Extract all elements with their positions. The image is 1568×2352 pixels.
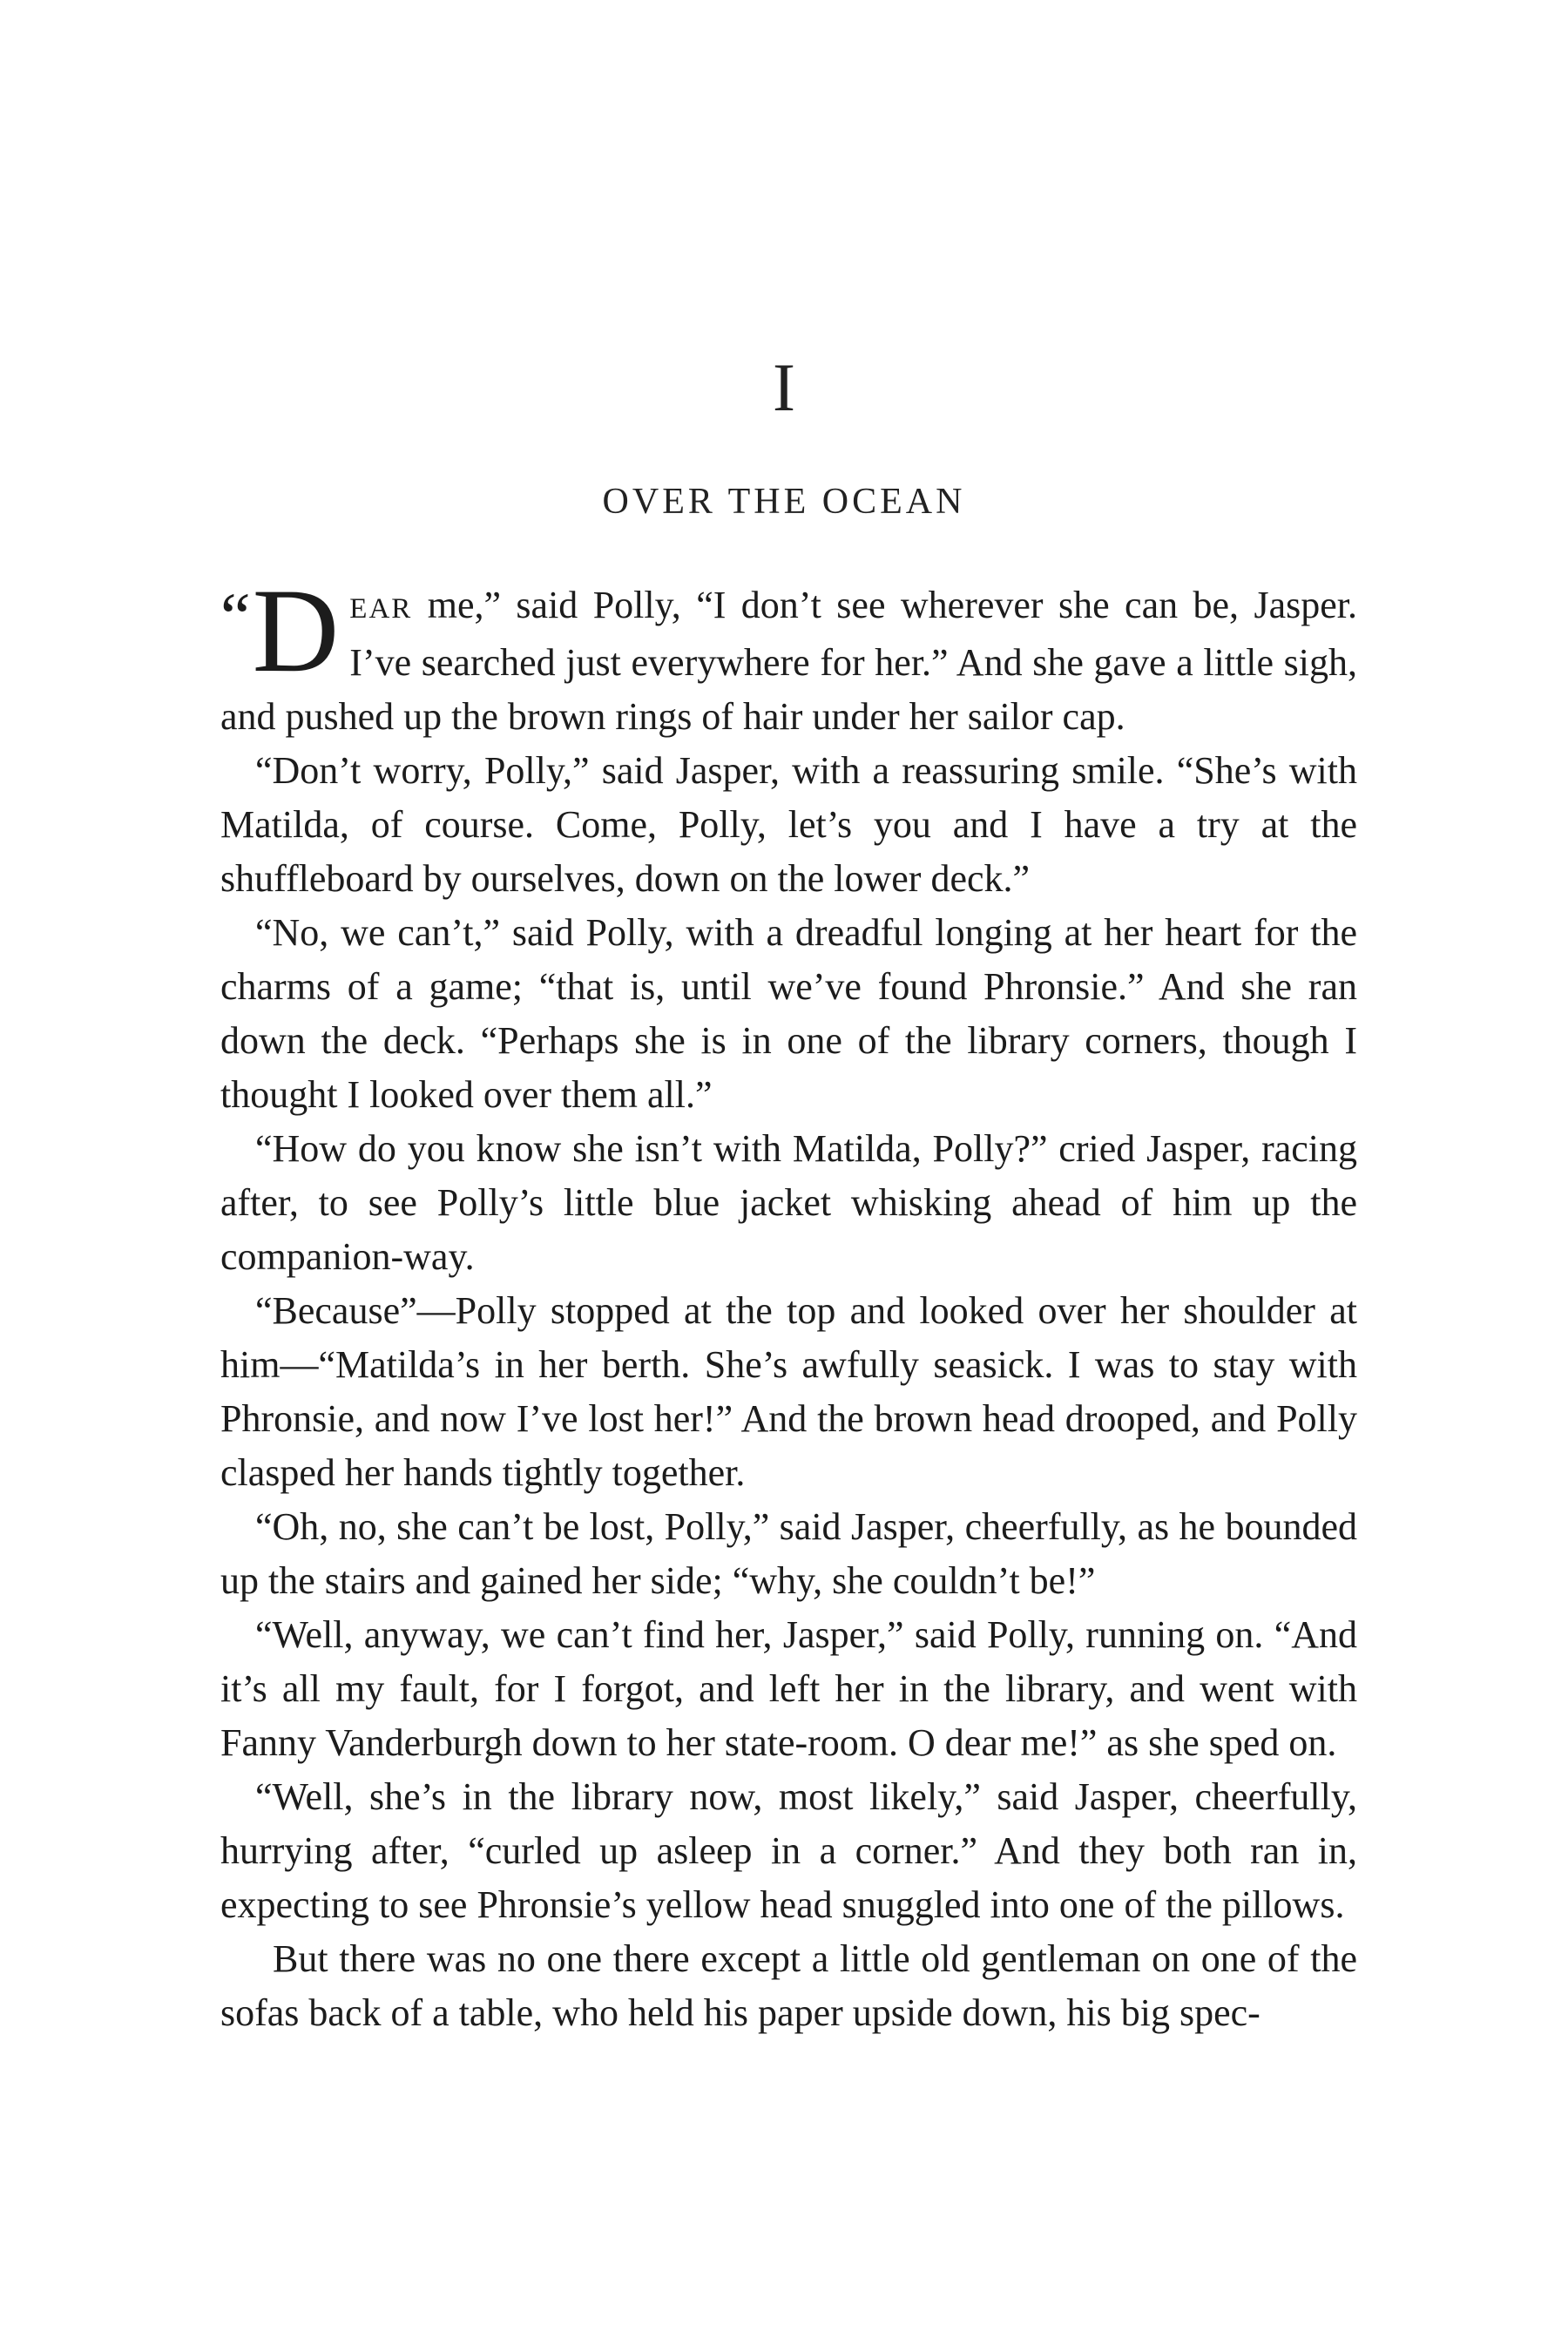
paragraph: “Well, she’s in the library now, most likely,” said Jasper, cheerfully, hurrying after, “curled up asleep in a corner.” And they both ran in, expecting to see Phronsie’s yellow head snuggled into one of the pillows. <box>220 1775 1357 1926</box>
opening-paragraph-text: me,” said Polly, “I don’t see wherever she can be, Jasper. I’ve searched just everywhere for her.” And she gave a little sigh, and pushed up the brown rings of hair under her sailor cap. <box>220 584 1357 738</box>
drop-cap: D <box>252 564 340 697</box>
chapter-title: OVER THE OCEAN <box>602 482 966 522</box>
opening-quote-mark: “ <box>220 578 251 654</box>
opening-paragraph <box>220 564 1357 744</box>
drop-cap-block <box>220 564 340 697</box>
body-text <box>220 564 1357 2040</box>
closing-paragraph: But there was no one there except a little old gentleman on one of the sofas back of a table, who held his paper upside down, his big spec- <box>220 1937 1357 2034</box>
chapter-number: I <box>773 349 795 425</box>
paragraph: “Don’t worry, Polly,” said Jasper, with a reassuring smile. “She’s with Matilda, of course. Come, Polly, let’s you and I have a try at the shuffleboard by ourselves, down on the lower deck.” <box>220 749 1357 900</box>
paragraph: “Oh, no, she can’t be lost, Polly,” said Jasper, cheerfully, as he bounded up the stairs and gained her side; “why, she couldn’t be!” <box>220 1505 1357 1602</box>
paragraph: “How do you know she isn’t with Matilda, Polly?” cried Jasper, racing after, to see Polly’s little blue jacket whisking ahead of him up the companion-way. <box>220 1127 1357 1278</box>
small-caps-lead: EAR <box>349 593 413 625</box>
paragraph: “No, we can’t,” said Polly, with a dreadful longing at her heart for the charms of a game; “that is, until we’ve found Phronsie.” And she ran down the deck. “Perhaps she is in one of the library corners, though I thought I looked over them all.” <box>220 911 1357 1116</box>
paragraph: “Because”—Polly stopped at the top and looked over her shoulder at him—“Matilda’s in her berth. She’s awfully seasick. I was to stay with Phronsie, and now I’ve lost her!” And the brown head drooped, and Polly clasped her hands tightly together. <box>220 1289 1357 1494</box>
paragraph: “Well, anyway, we can’t find her, Jasper,” said Polly, running on. “And it’s all my fault, for I forgot, and left her in the library, and went with Fanny Vanderburgh down to her state-room. O dear me!” as she sped on. <box>220 1613 1357 1764</box>
